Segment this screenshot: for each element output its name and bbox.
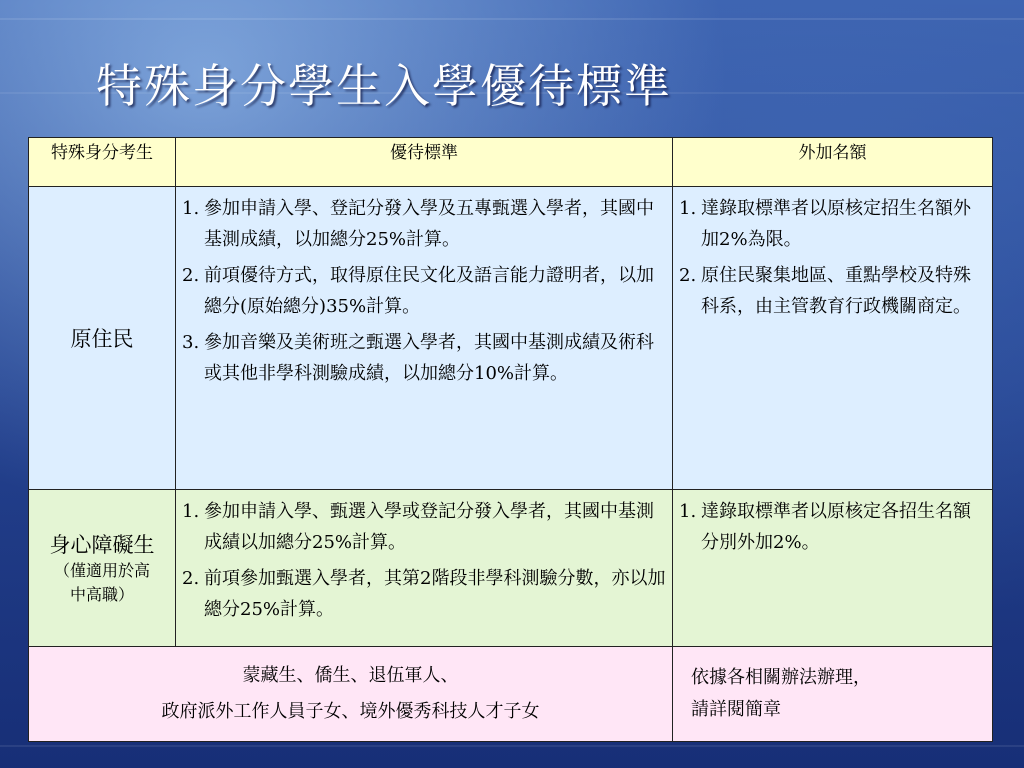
criteria-cell bbox=[176, 187, 673, 490]
note-line1: 依據各相關辦法辦理， bbox=[691, 667, 872, 688]
table-row bbox=[29, 647, 993, 742]
list-item bbox=[679, 193, 988, 255]
list-item bbox=[679, 260, 988, 322]
list-item bbox=[182, 193, 668, 255]
note-line2: 請詳閱簡章 bbox=[691, 699, 782, 720]
identity-cell bbox=[29, 490, 176, 647]
item-number: 3. bbox=[182, 332, 200, 353]
identity-label: 身心障礙生 bbox=[49, 533, 155, 557]
list-item bbox=[182, 327, 668, 389]
item-number: 2. bbox=[182, 568, 200, 589]
header-identity: 特殊身分考生 bbox=[29, 138, 176, 187]
item-text: 原住民聚集地區、重點學校及特殊科系，由主管教育行政機關商定。 bbox=[701, 265, 972, 317]
item-text: 參加申請入學、甄選入學或登記分發入學者，其國中基測成績以加總分25%計算。 bbox=[204, 501, 655, 553]
other-identities-cell bbox=[29, 647, 673, 742]
identity-cell bbox=[29, 187, 176, 490]
item-text: 達錄取標準者以原核定各招生名額分別外加2%。 bbox=[701, 501, 972, 553]
background-wave bbox=[0, 18, 1024, 20]
background-wave bbox=[0, 745, 1024, 747]
criteria-table bbox=[28, 137, 993, 742]
other-identities-line2: 政府派外工作人員子女、境外優秀科技人才子女 bbox=[161, 701, 540, 722]
item-text: 參加申請入學、登記分發入學及五專甄選入學者，其國中基測成績，以加總分25%計算。 bbox=[204, 198, 655, 250]
slide-title: 特殊身分學生入學優待標準 bbox=[96, 59, 672, 113]
list-item bbox=[679, 496, 988, 558]
identity-label: 原住民 bbox=[70, 327, 134, 351]
item-number: 1. bbox=[679, 198, 697, 219]
item-number: 1. bbox=[182, 198, 200, 219]
item-text: 達錄取標準者以原核定招生名額外加2%為限。 bbox=[701, 198, 972, 250]
item-text: 前項參加甄選入學者，其第2階段非學科測驗分數，亦以加總分25%計算。 bbox=[204, 568, 666, 620]
quota-cell bbox=[673, 490, 993, 647]
list-item bbox=[182, 563, 668, 625]
item-text: 參加音樂及美術班之甄選入學者，其國中基測成績及術科或其他非學科測驗成績，以加總分10%計算。 bbox=[204, 332, 655, 384]
list-item bbox=[182, 496, 668, 558]
table-row bbox=[29, 187, 993, 490]
table-header-row bbox=[29, 138, 993, 187]
other-identities-line1: 蒙藏生、僑生、退伍軍人、 bbox=[242, 665, 459, 686]
item-text: 前項優待方式，取得原住民文化及語言能力證明者，以加總分(原始總分)35%計算。 bbox=[204, 265, 655, 317]
table-row bbox=[29, 490, 993, 647]
quota-cell bbox=[673, 187, 993, 490]
item-number: 1. bbox=[182, 501, 200, 522]
identity-note: （僅適用於高中高職） bbox=[54, 561, 151, 604]
header-quota: 外加名額 bbox=[673, 138, 993, 187]
list-item bbox=[182, 260, 668, 322]
criteria-cell bbox=[176, 490, 673, 647]
header-criteria: 優待標準 bbox=[176, 138, 673, 187]
item-number: 2. bbox=[182, 265, 200, 286]
item-number: 2. bbox=[679, 265, 697, 286]
other-identities-note bbox=[673, 647, 993, 742]
item-number: 1. bbox=[679, 501, 697, 522]
